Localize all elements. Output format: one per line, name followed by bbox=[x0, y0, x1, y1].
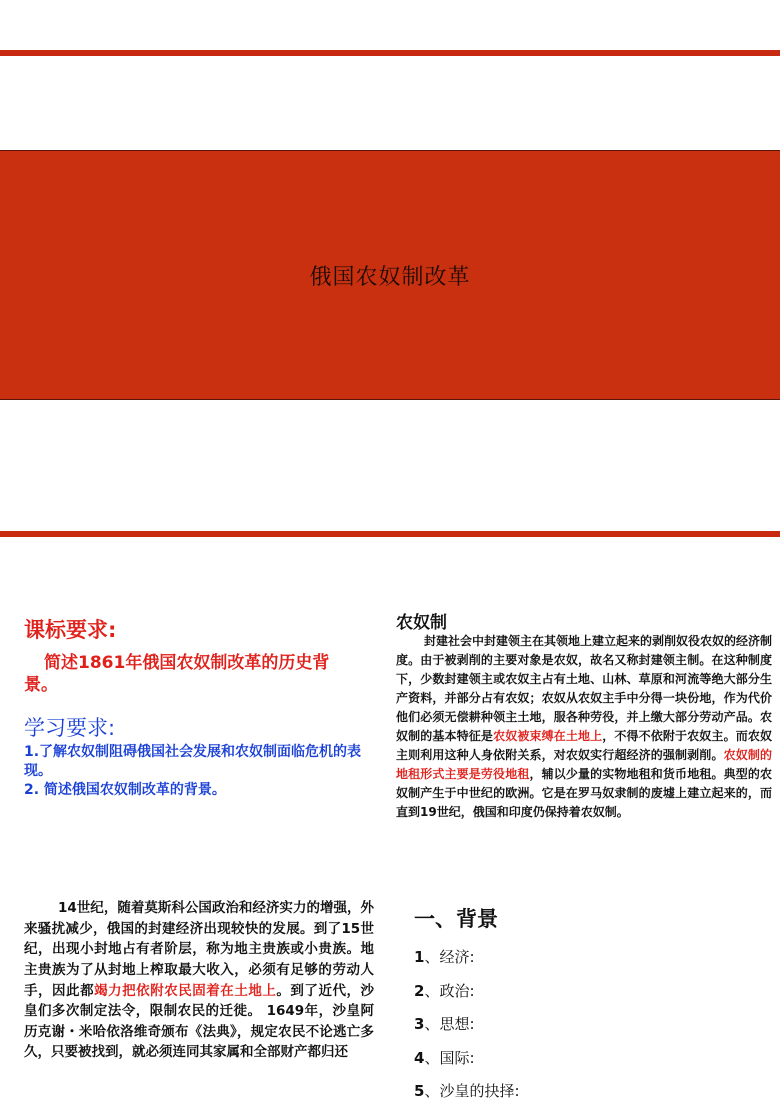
background-item: 3、思想: bbox=[414, 1015, 475, 1034]
background-item: 5、沙皇的抉择: bbox=[414, 1082, 520, 1101]
serfdom-paragraph: 封建社会中封建领主在其领地上建立起来的剥削奴役农奴的经济制度。由于被剥削的主要对象是农奴，故名又称封建领主制。在这种制度下，少数封建领主或农奴主占有土地、山林、草原和河流等绝大部分生产资料，并部分占有农奴；农奴从农奴主手中分得一块份地，作为代价他们必须无偿耕种领主土地，服各种劳役，并上缴大部分劳动产品。农奴制的基本特征是农奴被束缚在土地上，不得不依附于农奴主。而农奴主则利用这种人身依附关系，对农奴实行超经济的强制剥削。农奴制的地租形式主要是劳役地租，辅以少量的实物地租和货币地租。典型的农奴制产生于中世纪的欧洲。它是在罗马奴隶制的废墟上建立起来的，而直到19世纪，俄国和印度仍保持着农奴制。 bbox=[396, 634, 773, 819]
background-item: 4、国际: bbox=[414, 1048, 475, 1067]
background-item: 2、政治: bbox=[414, 981, 475, 1000]
curriculum-body: 简述1861年俄国农奴制改革的历史背景。 bbox=[24, 653, 330, 696]
top-divider-rule bbox=[0, 50, 780, 56]
learning-item: 2. 简述俄国农奴制改革的背景。 bbox=[24, 781, 226, 798]
second-slide-rule bbox=[0, 531, 780, 537]
learning-heading: 学习要求: bbox=[24, 716, 116, 740]
title-banner bbox=[0, 150, 780, 400]
learning-list bbox=[24, 743, 364, 800]
learning-item: 1.了解农奴制阻碍俄国社会发展和农奴制面临危机的表现。 bbox=[24, 744, 362, 779]
serfdom-highlight: 农奴被束缚在土地上 bbox=[493, 728, 603, 743]
slide-title: 俄国农奴制改革 bbox=[309, 264, 471, 290]
history-paragraph: 14世纪，随着莫斯科公国政治和经济实力的增强，外来骚扰减少，俄国的封建经济出现较快的发展。到了15世纪，出现小封地占有者阶层，称为地主贵族或小贵族。地主贵族为了从封地上榨取最大收入，必须有足够的劳动人手，因此都竭力把依附农民固着在土地上。到了近代，沙皇们多次制定法令，限制农民的迁徙。 1649年，沙皇阿历克谢・米哈依洛维奇颁布《法典》，规定农民不论逃亡多久，只要被找到，就必须连同其家属和全部财产都归还 bbox=[24, 900, 375, 1061]
serfdom-highlight: 农奴制的地租形式主要是劳役地租 bbox=[396, 747, 772, 781]
background-item: 1、经济: bbox=[414, 948, 475, 966]
background-heading: 一、背景 bbox=[414, 907, 498, 931]
history-highlight: 竭力把依附农民固着在土地上 bbox=[94, 982, 277, 999]
background-list bbox=[414, 946, 520, 1114]
serfdom-heading: 农奴制 bbox=[396, 613, 447, 633]
curriculum-heading: 课标要求: bbox=[24, 618, 117, 642]
